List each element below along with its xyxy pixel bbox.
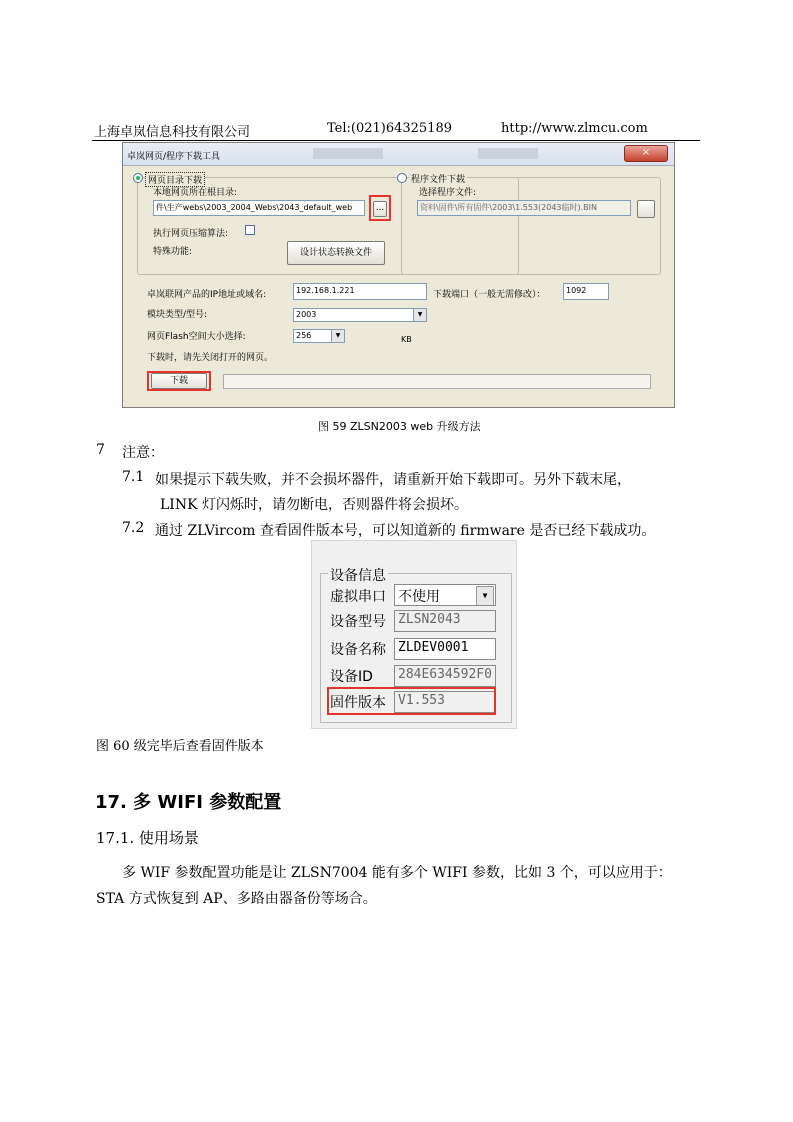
device-info-panel: [311, 540, 517, 729]
flash-value: 256: [296, 331, 312, 340]
web-download-radio[interactable]: [133, 173, 143, 183]
header-url: http://www.zlmcu.com: [501, 121, 648, 136]
virtual-port-select[interactable]: [394, 584, 496, 606]
browse-button[interactable]: ...: [373, 201, 387, 217]
device-info-title: 设备信息: [328, 565, 388, 585]
id-field[interactable]: 284E634592F0: [394, 665, 496, 687]
flash-unit: KB: [401, 335, 412, 344]
port-input[interactable]: 1092: [563, 283, 609, 300]
firmware-field[interactable]: V1.553: [394, 691, 496, 713]
figure59-caption: 图 59 ZLSN2003 web 升级方法: [318, 420, 481, 433]
note1-number: 7.1: [122, 469, 145, 485]
virtual-port-value: 不使用: [398, 589, 440, 605]
notice-text: 下载时，请先关闭打开的网页。: [147, 353, 274, 363]
program-download-label: 程序文件下载: [409, 172, 467, 185]
convert-file-button[interactable]: 设计状态转换文件: [287, 241, 385, 265]
web-download-label: 网页目录下载: [145, 172, 205, 187]
port-label: 下载端口（一般无需修改）：: [433, 290, 546, 300]
subsection-title: 17.1. 使用场景: [96, 829, 199, 847]
highlight-browse: [369, 195, 391, 221]
program-browse-button[interactable]: [637, 200, 655, 218]
section-title: 17. 多 WIFI 参数配置: [95, 792, 282, 813]
blurred-taskbar-text: [478, 148, 538, 159]
header-divider: [92, 140, 700, 141]
compress-checkbox[interactable]: [245, 225, 255, 235]
highlight-firmware: [327, 687, 496, 715]
root-dir-input[interactable]: 件\生产webs\2003_2004_Webs\2043_default_web: [153, 200, 365, 216]
download-button[interactable]: 下载: [151, 373, 207, 389]
blurred-taskbar-text: [313, 148, 383, 159]
model-field[interactable]: ZLSN2043: [394, 610, 496, 632]
virtual-port-label: 虚拟串口: [330, 589, 386, 605]
model-label: 设备型号: [330, 614, 386, 630]
compress-label: 执行网页压缩算法:: [153, 229, 229, 239]
ip-input[interactable]: 192.168.1.221: [293, 283, 427, 300]
root-dir-label: 本地网页所在根目录:: [153, 188, 238, 198]
section-paragraph-line2: STA 方式恢复到 AP、多路由器备份等场合。: [96, 891, 377, 907]
section-paragraph-line1: 多 WIF 参数配置功能是让 ZLSN7004 能有多个 WIFI 参数，比如 3 个，可以应用于：: [122, 865, 672, 881]
select-file-label: 选择程序文件:: [419, 188, 477, 198]
module-select[interactable]: [293, 308, 427, 322]
program-download-radio[interactable]: [397, 173, 407, 183]
ip-label: 卓岚联网产品的IP地址或域名:: [147, 290, 267, 300]
highlight-download: [147, 371, 211, 391]
progress-bar: [223, 374, 651, 389]
figure60-caption: 图 60 级完毕后查看固件版本: [96, 739, 264, 754]
program-file-input[interactable]: 资料\固件\所有固件\2003\1.553(2043临时).BIN: [417, 200, 631, 216]
flash-select[interactable]: [293, 329, 345, 343]
note-heading: 注意：: [122, 445, 164, 461]
note1-line1: 如果提示下载失败，并不会损坏器件，请重新开始下载即可。另外下载末尾，: [155, 472, 631, 488]
chevron-down-icon: ▼: [331, 330, 344, 342]
download-tool-window: [122, 142, 675, 408]
flash-label: 网页Flash空间大小选择:: [147, 332, 246, 342]
header-tel: Tel:(021)64325189: [327, 121, 453, 136]
module-value: 2003: [296, 310, 317, 319]
window-title: 卓岚网页/程序下载工具: [127, 152, 221, 162]
note2-number: 7.2: [122, 520, 145, 536]
note-heading-number: 7: [96, 442, 105, 458]
name-field[interactable]: ZLDEV0001: [394, 638, 496, 660]
header-company: 上海卓岚信息科技有限公司: [94, 125, 251, 140]
name-label: 设备名称: [330, 642, 386, 658]
module-label: 模块类型/型号:: [147, 310, 208, 320]
note1-line2: LINK 灯闪烁时，请勿断电，否则器件将会损坏。: [160, 497, 468, 513]
firmware-label: 固件版本: [330, 695, 386, 711]
close-button[interactable]: ×: [624, 145, 668, 162]
chevron-down-icon: ▼: [413, 309, 426, 321]
chevron-down-icon: ▼: [476, 586, 494, 606]
id-label: 设备ID: [330, 669, 373, 685]
window-titlebar: [123, 143, 674, 166]
special-label: 特殊功能:: [153, 247, 193, 257]
note2-text: 通过 ZLVircom 查看固件版本号，可以知道新的 firmware 是否已经下载成功。: [155, 523, 656, 539]
